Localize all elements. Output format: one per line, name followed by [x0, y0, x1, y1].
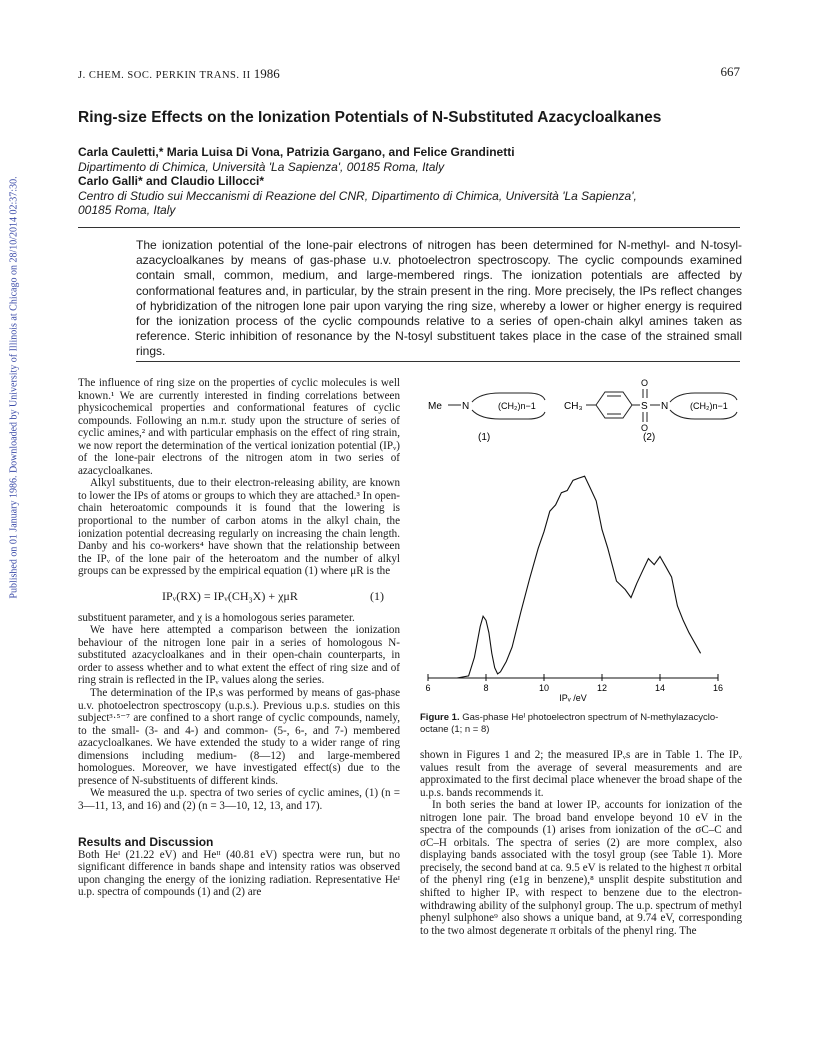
sulphur-label: S: [641, 401, 648, 412]
compound-label-2: (2): [643, 432, 656, 443]
x-tick-label: 12: [596, 683, 608, 693]
methyl-label: Me: [428, 401, 442, 412]
ring-bond: [670, 410, 737, 419]
page-number: 667: [720, 64, 740, 79]
paragraph: We have here attempted a comparison between the ionization behaviour of the nitrogen lone pair in a series of homologous N-substituted azacycloalkanes and in their open-chain counterparts, in order to assess whether and to what extent the effect of ring size and of ring strain is reflected in the IPᵥ values along the series.: [78, 624, 400, 687]
paragraph: Alkyl substituents, due to their electron-releasing ability, are known to lower the IPs of atoms or groups to which they are attached.³ In open-chain heteroatomic compounds it is found that the lowering is proportional to the number of carbon atoms in the alkyl chain, the ionization potential decreasing regularly on increasing the chain length. Danby and his co-workers⁴ have shown that the relationship between the IPᵥ of the lone pair of the heteroatom and the number of alkyl groups can be expressed by the empirical equation (1) where μR is the: [78, 477, 400, 578]
paragraph: We measured the u.p. spectra of two series of cyclic amines, (1) (n = 3—11, 13, and 16) and (2) (n = 3—10, 12, 13, and 17).: [78, 787, 400, 812]
paragraph: substituent parameter, and χ is a homologous series parameter.: [78, 611, 355, 624]
paragraph: shown in Figures 1 and 2; the measured IPᵥs are in Table 1. The IPᵥ values result from the average of several measurements and are approximated to the first decimal place whenever the broad shape of the u.p.s. bands recommends it.: [420, 749, 742, 799]
provenance-note: Published on 01 January 1986. Downloaded by University of Illinois at Chicago on 28/10/2014 02:37:30.: [8, 176, 20, 599]
x-tick-label: 14: [654, 683, 666, 693]
chemical-structures: [420, 378, 745, 448]
x-tick-label: 6: [425, 683, 431, 693]
affiliation-1: Dipartimento di Chimica, Università 'La Sapienza', 00185 Roma, Italy: [78, 159, 445, 174]
methyl-label: CH₃: [564, 401, 583, 412]
section-heading: Results and Discussion: [78, 834, 214, 849]
journal-name: J. CHEM. SOC. PERKIN TRANS. II: [78, 70, 251, 81]
title-rule: [78, 227, 740, 228]
equation-number: (1): [370, 588, 384, 603]
equation: IPᵥ(RX) = IPᵥ(CH₃X) + χμR: [162, 588, 298, 603]
paragraph: Both Heᴵ (21.22 eV) and Heᴵᴵ (40.81 eV) spectra were run, but no significant difference in bands shape and intensity ratios was observed upon changing the energy of the ionizing radiation. Representative Heᴵ u.p. spectra of compounds (1) and (2) are: [78, 848, 400, 899]
x-axis-label: IPᵥ /eV: [559, 693, 587, 702]
oxygen-label: O: [641, 378, 649, 388]
authors-line-1: Carla Cauletti,* Maria Luisa Di Vona, Patrizia Gargano, and Felice Grandinetti: [78, 145, 515, 159]
affiliation-2a: Centro di Studio sui Meccanismi di Reazione del CNR, Dipartimento di Chimica, Università 'La Sapienza',: [78, 188, 637, 203]
ring-bond: [472, 410, 545, 419]
article-title: Ring-size Effects on the Ionization Potentials of N-Substituted Azacycloalkanes: [78, 109, 662, 126]
figure-caption: [420, 712, 745, 736]
paragraph: In both series the band at lower IPᵥ accounts for ionization of the nitrogen lone pair. The broad band envelope beyond 10 eV in the spectra of the compounds (1) arises from ionization of the σC–C and σC–H orbitals. The spectra of series (2) are more complex, also displaying bands associated with the tosyl group (see Table 1). More precisely, the second band at ca. 9.5 eV is related to the highest π orbital of the phenyl ring (e1g in benzene),⁸ unsplit despite substitution and shifted to higher IPᵥ with respect to benzene due to the electron-withdrawing ability of the sulphonyl group. The u.p. spectrum of methyl phenyl sulphone⁹ also shows a unique band, at 9.74 eV, corresponding to the two almost degenerate π orbitals of the phenyl ring. The: [420, 799, 742, 937]
author-block: [78, 145, 738, 218]
oxygen-label: O: [641, 423, 649, 433]
x-tick-label: 10: [538, 683, 550, 693]
figure-caption-text: Gas-phase Heᴵ photoelectron spectrum of N-methylazacyclo-octane (1; n = 8): [420, 712, 719, 735]
paragraph: The determination of the IPᵥs was performed by means of gas-phase u.v. photoelectron spectroscopy (u.p.s.). Previous u.p.s. studies on this subject³·⁵⁻⁷ are confined to a short range of cyclic compounds, namely, to the small- (3- and 4-) and common- (5-, 6-, and 7-) membered azacycloalkanes. We have extended the study to a wider range of ring dimensions including medium- (8—12) and large-membered homologues. Moreover, we have investigated effect(s) due to the presence of N-substituents of different kinds.: [78, 687, 400, 787]
abstract-rule: [136, 361, 740, 362]
affiliation-2b: 00185 Roma, Italy: [78, 203, 176, 217]
compound-label-1: (1): [478, 432, 491, 443]
ring-label: (CH₂)n−1: [690, 401, 728, 411]
nitrogen-label: N: [462, 401, 470, 412]
left-column: [78, 377, 400, 899]
journal-year: 1986: [253, 66, 280, 81]
abstract: The ionization potential of the lone-pair electrons of nitrogen has been determined for N-methyl- and N-tosyl-azacycloalkanes by means of gas-phase u.v. photoelectron spectroscopy. The cyclic compounds examined contain small, common, medium, and large-membered rings. The ionization potentials are affected by conformational features and, in particular, by the strain present in the ring. More precisely, the IPs reflect changes of hybridization of the nitrogen lone pair upon varying the ring size, whereby a lower or higher energy is required for the ionization process of the cyclic compounds relative to a series of open-chain alkyl amines taken as reference. Steric inhibition of resonance by the N-tosyl substituent takes place in the case of the strained small rings.: [136, 238, 742, 359]
nitrogen-label: N: [661, 401, 669, 412]
paragraph: The influence of ring size on the properties of cyclic molecules is well known.¹ We are currently interested in finding correlations between physicochemical properties and conformational features of cyclic compounds. Following an n.m.r. study upon the structure of series of cyclic amines,² and with particular emphasis on the effect of ring strain, we now report the determination of the vertical ionization potential (IPᵥ) of the lone-pair electrons of the nitrogen atom in two series of azacycloalkanes.: [78, 377, 400, 477]
ring-label: (CH₂)n−1: [498, 401, 536, 411]
x-axis-ticks: [425, 674, 723, 693]
x-tick-label: 16: [712, 683, 724, 693]
running-header: [78, 66, 280, 82]
x-tick-label: 8: [483, 683, 489, 693]
right-column: [420, 749, 742, 937]
photoelectron-spectrum-chart: [420, 452, 740, 702]
figure-caption-label: Figure 1.: [420, 712, 460, 723]
equation-block: [78, 582, 400, 612]
authors-line-2: Carlo Galli* and Claudio Lillocci*: [78, 174, 265, 188]
spectrum-series-line: [457, 476, 701, 678]
